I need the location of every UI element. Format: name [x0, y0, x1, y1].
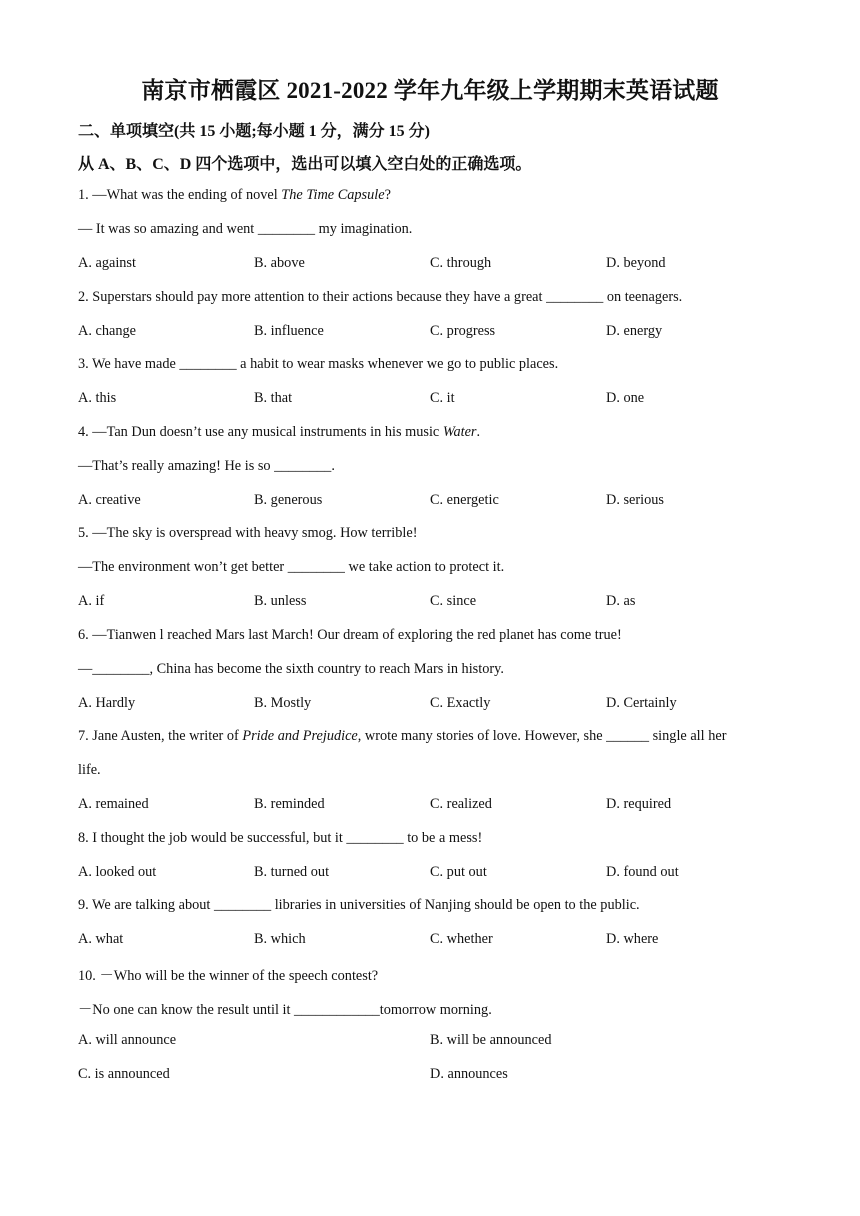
- option-c: C. energetic: [430, 492, 499, 508]
- question-10-options-row-1: [78, 1032, 798, 1052]
- question-8-options: [78, 864, 798, 884]
- question-8-stem: 8. I thought the job would be successful, but it ________ to be a mess!: [78, 830, 483, 846]
- option-b: B. will be announced: [430, 1032, 552, 1048]
- option-b: B. unless: [254, 593, 307, 609]
- question-6-reply: —________, China has become the sixth country to reach Mars in history.: [78, 661, 504, 677]
- option-d: D. Certainly: [606, 695, 677, 711]
- option-d: D. one: [606, 390, 645, 406]
- question-9-options: [78, 931, 798, 951]
- question-7-stem: 7. Jane Austen, the writer of Pride and Prejudice, wrote many stories of love. However, she ______ single all her: [78, 728, 727, 744]
- option-a: A. against: [78, 255, 136, 271]
- option-d: D. found out: [606, 864, 679, 880]
- option-a: A. what: [78, 931, 124, 947]
- option-b: B. that: [254, 390, 293, 406]
- option-d: D. announces: [430, 1066, 508, 1082]
- question-10-options-row-2: [78, 1066, 798, 1086]
- option-c: C. Exactly: [430, 695, 491, 711]
- question-5-stem: 5. —The sky is overspread with heavy smog. How terrible!: [78, 525, 418, 541]
- option-d: D. beyond: [606, 255, 666, 271]
- option-b: B. turned out: [254, 864, 330, 880]
- question-9-stem: 9. We are talking about ________ libraries in universities of Nanjing should be open to the public.: [78, 897, 640, 913]
- option-a: A. this: [78, 390, 117, 406]
- option-d: D. required: [606, 796, 672, 812]
- option-d: D. energy: [606, 323, 663, 339]
- question-6-options: [78, 695, 798, 715]
- question-7-options: [78, 796, 798, 816]
- option-a: A. if: [78, 593, 105, 609]
- question-1-reply: — It was so amazing and went ________ my imagination.: [78, 221, 413, 237]
- option-b: B. influence: [254, 323, 324, 339]
- question-5-options: [78, 593, 798, 613]
- option-a: A. looked out: [78, 864, 157, 880]
- question-5-reply: —The environment won’t get better ________ we take action to protect it.: [78, 559, 505, 575]
- option-b: B. above: [254, 255, 305, 271]
- option-c: C. progress: [430, 323, 496, 339]
- option-c: C. since: [430, 593, 477, 609]
- question-10-stem: 10. －Who will be the winner of the speech contest?: [78, 968, 379, 984]
- question-7-stem-continued: life.: [78, 762, 101, 778]
- question-4-options: [78, 492, 798, 512]
- question-3-options: [78, 390, 798, 410]
- question-4-reply: —That’s really amazing! He is so ________.: [78, 458, 335, 474]
- page-title: 南京市栖霞区 2021-2022 学年九年级上学期期末英语试题: [141, 78, 719, 103]
- option-a: A. will announce: [78, 1032, 177, 1048]
- option-c: C. is announced: [78, 1066, 170, 1082]
- option-b: B. Mostly: [254, 695, 312, 711]
- option-a: A. change: [78, 323, 136, 339]
- option-b: B. generous: [254, 492, 323, 508]
- option-a: A. remained: [78, 796, 149, 812]
- question-4-stem: 4. —Tan Dun doesn’t use any musical instruments in his music Water.: [78, 424, 481, 440]
- option-a: A. Hardly: [78, 695, 136, 711]
- instruction-text: 从 A、B、C、D 四个选项中，选出可以填入空白处的正确选项。: [78, 156, 532, 173]
- option-c: C. realized: [430, 796, 492, 812]
- question-6-stem: 6. —Tianwen l reached Mars last March! Our dream of exploring the red planet has come true!: [78, 627, 622, 643]
- option-b: B. which: [254, 931, 306, 947]
- section-heading: 二、单项填空(共 15 小题;每小题 1 分，满分 15 分): [78, 123, 430, 140]
- question-1-stem: 1. —What was the ending of novel The Time Capsule?: [78, 187, 391, 203]
- option-c: C. through: [430, 255, 492, 271]
- question-10-reply: －No one can know the result until it ____________tomorrow morning.: [78, 1002, 492, 1018]
- option-c: C. whether: [430, 931, 493, 947]
- option-c: C. put out: [430, 864, 487, 880]
- question-3-stem: 3. We have made ________ a habit to wear masks whenever we go to public places.: [78, 356, 559, 372]
- question-2-stem: 2. Superstars should pay more attention to their actions because they have a great ________ on teenagers.: [78, 289, 683, 305]
- option-c: C. it: [430, 390, 455, 406]
- option-d: D. serious: [606, 492, 664, 508]
- option-b: B. reminded: [254, 796, 325, 812]
- question-2-options: [78, 323, 798, 343]
- option-d: D. where: [606, 931, 659, 947]
- question-1-options: [78, 255, 798, 275]
- option-d: D. as: [606, 593, 636, 609]
- option-a: A. creative: [78, 492, 141, 508]
